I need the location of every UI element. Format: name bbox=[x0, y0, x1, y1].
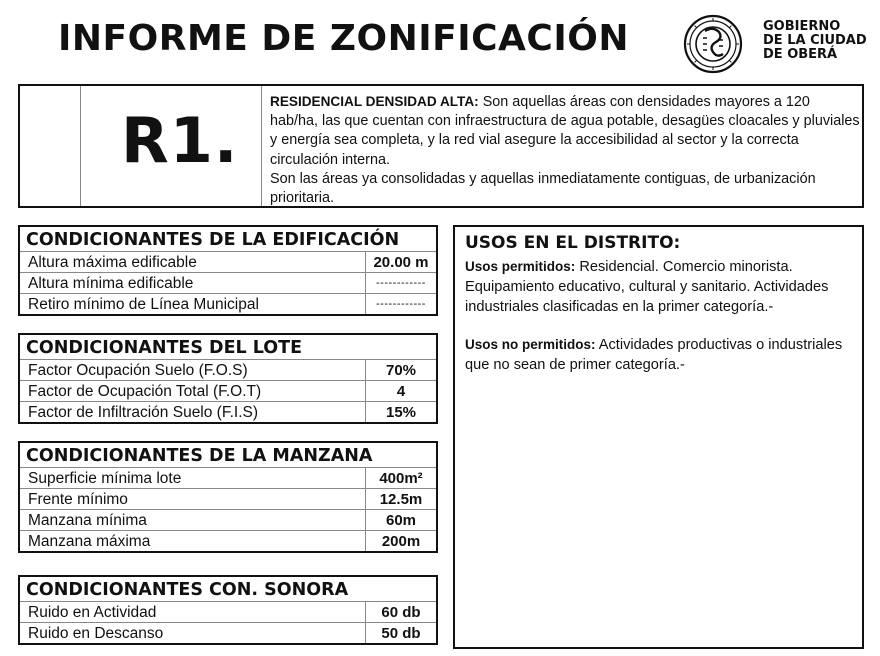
sonora-box bbox=[18, 575, 438, 645]
usos-no-permitidos-text: Actividades productivas o industriales que no sean de primer categoría.- bbox=[465, 337, 843, 374]
zone-description-text: Son aquellas áreas con densidades mayores a 120 hab/ha, las que cuentan con infraestructura de agua potable, desagües cloacales y pluviales y energía sea completa, y la red vial asegure la accesibilidad al sector y la correcta circulación interna. bbox=[270, 94, 860, 168]
row-value: 4 bbox=[366, 381, 437, 402]
row-value: 60m bbox=[366, 510, 437, 531]
zone-code-cell bbox=[80, 86, 262, 206]
row-value: 60 db bbox=[366, 602, 437, 623]
row-value: ------------ bbox=[366, 273, 437, 294]
usos-title: USOS EN EL DISTRITO: bbox=[465, 233, 681, 253]
manzana-box bbox=[18, 441, 438, 553]
row-label: Factor de Infiltración Suelo (F.I.S) bbox=[28, 403, 259, 421]
usos-permitidos-label: Usos permitidos: bbox=[465, 259, 576, 274]
row-label: Retiro mínimo de Línea Municipal bbox=[28, 295, 259, 313]
row-value: 200m bbox=[366, 531, 437, 552]
table-row bbox=[20, 531, 436, 552]
row-value: 50 db bbox=[366, 623, 437, 644]
edificacion-table bbox=[20, 252, 436, 314]
row-value: 15% bbox=[366, 402, 437, 423]
row-label: Superficie mínima lote bbox=[20, 468, 366, 489]
usos-box bbox=[453, 225, 864, 649]
table-row bbox=[20, 360, 436, 381]
row-value: 20.00 m bbox=[366, 252, 437, 273]
usos-permitidos bbox=[465, 257, 852, 317]
city-seal-icon bbox=[683, 14, 743, 74]
lote-title: CONDICIONANTES DEL LOTE bbox=[20, 335, 436, 360]
sonora-table bbox=[20, 602, 436, 643]
table-row bbox=[20, 510, 436, 531]
row-value: 70% bbox=[366, 360, 437, 381]
lote-table bbox=[20, 360, 436, 422]
row-value: 12.5m bbox=[366, 489, 437, 510]
row-value: 400m² bbox=[366, 468, 437, 489]
table-row bbox=[20, 602, 436, 623]
gov-line-2: DE LA CIUDAD bbox=[763, 33, 867, 48]
gov-line-1: GOBIERNO bbox=[763, 19, 841, 34]
zone-code: R1. bbox=[121, 104, 239, 177]
zone-summary-box bbox=[18, 84, 864, 208]
row-value: ------------ bbox=[366, 294, 437, 315]
table-row bbox=[20, 273, 436, 294]
edificacion-box bbox=[18, 225, 438, 316]
table-row bbox=[20, 489, 436, 510]
manzana-table bbox=[20, 468, 436, 551]
row-label: Manzana mínima bbox=[20, 510, 366, 531]
usos-no-permitidos bbox=[465, 335, 852, 376]
zone-description-text-2: Son las áreas ya consolidadas y aquellas inmediatamente contiguas, de urbanización prioritaria. bbox=[270, 170, 816, 207]
row-label: Altura máxima edificable bbox=[20, 252, 366, 273]
page-title: INFORME DE ZONIFICACIÓN bbox=[58, 18, 629, 59]
manzana-title: CONDICIONANTES DE LA MANZANA bbox=[20, 443, 436, 468]
table-row bbox=[20, 468, 436, 489]
table-row bbox=[20, 381, 436, 402]
table-row bbox=[20, 623, 436, 644]
table-row bbox=[20, 294, 436, 315]
row-label: Manzana máxima bbox=[28, 532, 151, 550]
row-label: Frente mínimo bbox=[20, 489, 366, 510]
row-label: Factor Ocupación Suelo (F.O.S) bbox=[20, 360, 366, 381]
row-label: Altura mínima edificable bbox=[20, 273, 366, 294]
edificacion-title: CONDICIONANTES DE LA EDIFICACIÓN bbox=[20, 227, 436, 252]
row-label: Ruido en Descanso bbox=[28, 624, 164, 642]
sonora-title: CONDICIONANTES CON. SONORA bbox=[20, 577, 436, 602]
government-name bbox=[763, 20, 867, 62]
usos-no-permitidos-label: Usos no permitidos: bbox=[465, 337, 596, 353]
zone-name: RESIDENCIAL DENSIDAD ALTA: bbox=[270, 94, 479, 109]
table-row bbox=[20, 402, 436, 423]
usos-permitidos-text: Residencial. Comercio minorista. Equipamiento educativo, cultural y sanitario. Actividades industriales clasificadas en la primer categoría.- bbox=[465, 259, 829, 315]
gov-line-3: DE OBERÁ bbox=[763, 47, 838, 62]
zone-description bbox=[270, 92, 860, 208]
row-label: Factor de Ocupación Total (F.O.T) bbox=[20, 381, 366, 402]
lote-box bbox=[18, 333, 438, 424]
table-row bbox=[20, 252, 436, 273]
row-label: Ruido en Actividad bbox=[20, 602, 366, 623]
